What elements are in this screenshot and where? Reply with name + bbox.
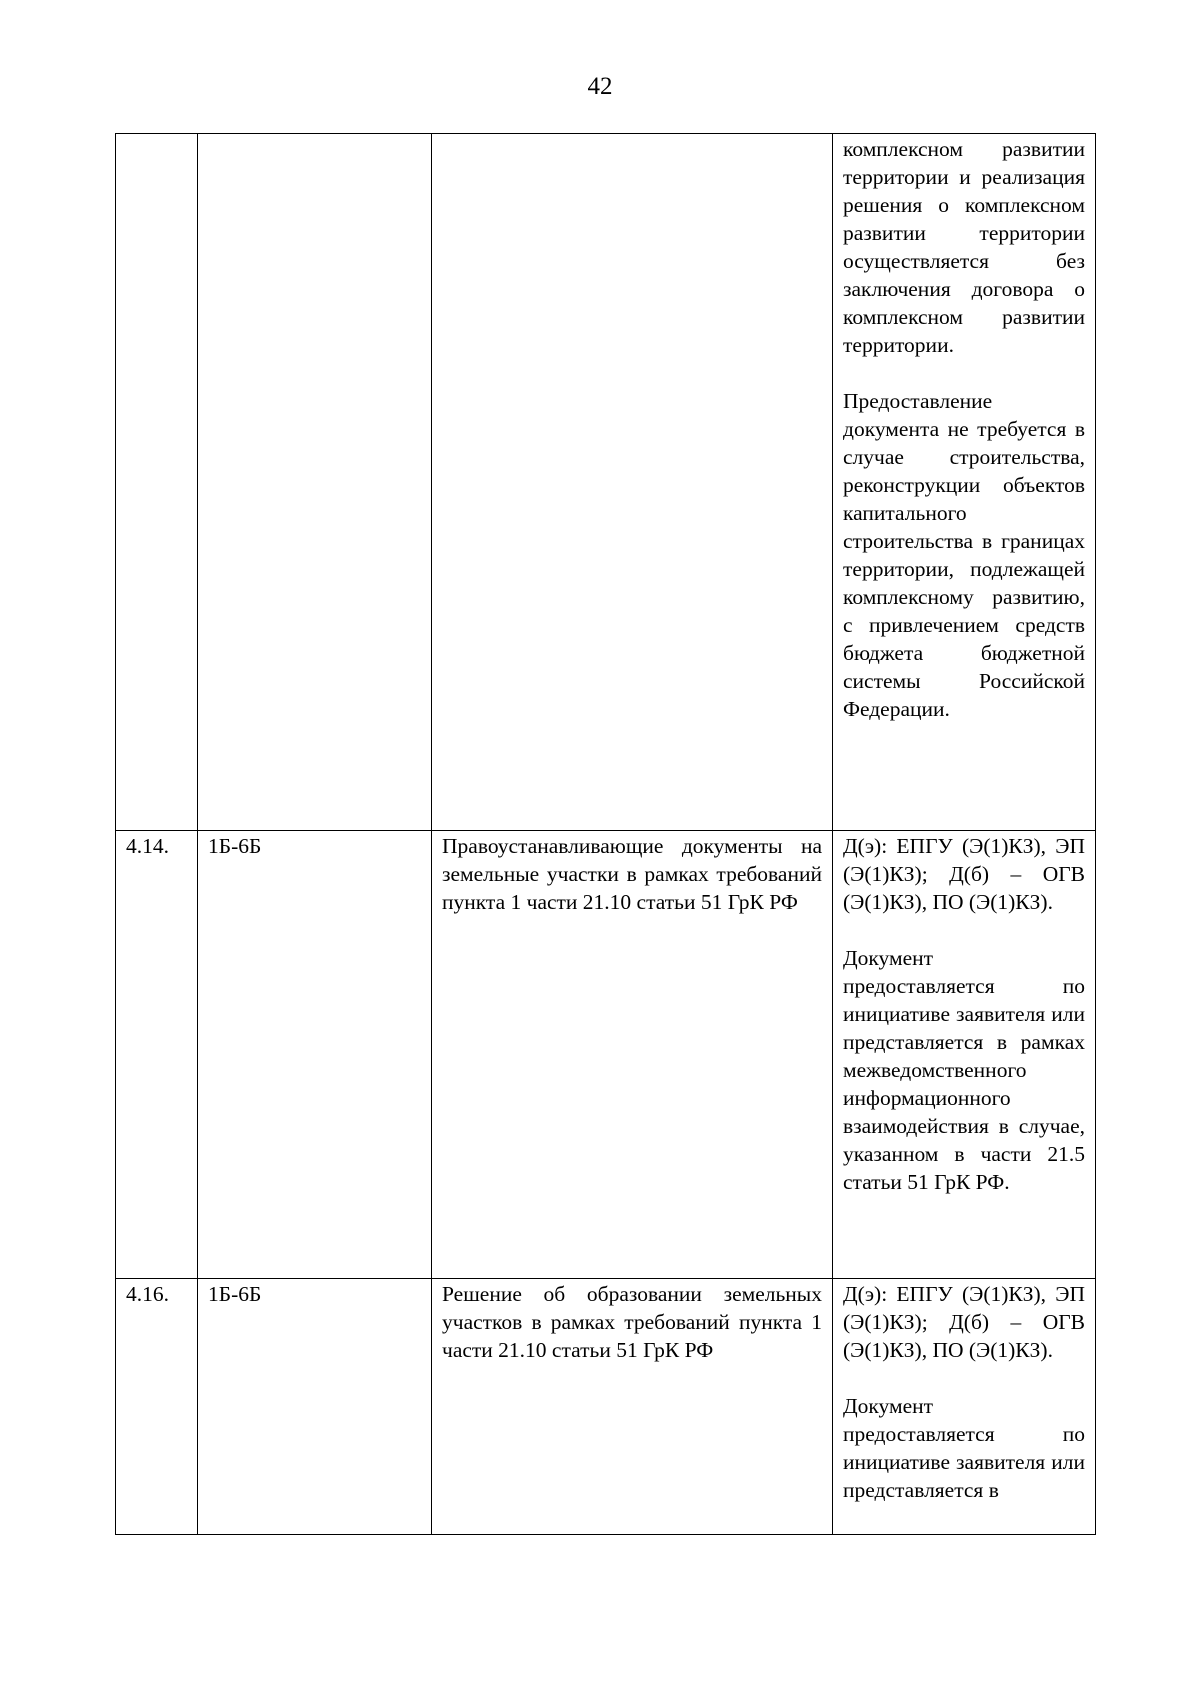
info-paragraph: Д(э): ЕПГУ (Э(1)КЗ), ЭП (Э(1)КЗ); Д(б) – ОГВ (Э(1)КЗ), ПО (Э(1)КЗ). [843,1282,1085,1362]
row-code-cell: 1Б-6Б [198,831,432,1279]
document-name-cell: Решение об образовании земельных участков в рамках требований пункта 1 части 21.10 статьи 51 ГрК РФ [432,1279,833,1535]
row-number-cell [116,134,198,831]
info-paragraph: комплексном развитии территории и реализация решения о комплексном развитии территории осуществляется без заключения договора о комплексном развитии территории. [843,137,1085,357]
info-paragraph: Документ предоставляется по инициативе заявителя или представляется в рамках межведомственного информационного взаимодействия в случае, указанном в части 21.5 статьи 51 ГрК РФ. [843,946,1085,1194]
document-name-cell [432,134,833,831]
info-paragraph: Предоставление документа не требуется в случае строительства, реконструкции объектов капитального строительства в границах территории, подлежащей комплексному развитию, с привлечением средств бюджета бюджетной системы Российской Федерации. [843,389,1085,721]
document-name-cell: Правоустанавливающие документы на земельные участки в рамках требований пункта 1 части 21.10 статьи 51 ГрК РФ [432,831,833,1279]
document-info-cell [833,831,1096,1279]
table-row [116,831,1096,1279]
document-info-cell [833,134,1096,831]
page-number: 42 [587,73,613,100]
table-row [116,134,1096,831]
requirements-table [115,133,1096,1535]
row-number-cell: 4.16. [116,1279,198,1535]
table-row [116,1279,1096,1535]
row-code-cell [198,134,432,831]
row-number-cell: 4.14. [116,831,198,1279]
info-paragraph: Д(э): ЕПГУ (Э(1)КЗ), ЭП (Э(1)КЗ); Д(б) – ОГВ (Э(1)КЗ), ПО (Э(1)КЗ). [843,834,1085,914]
row-code-cell: 1Б-6Б [198,1279,432,1535]
document-info-cell [833,1279,1096,1535]
info-paragraph: Документ предоставляется по инициативе заявителя или представляется в [843,1394,1085,1502]
